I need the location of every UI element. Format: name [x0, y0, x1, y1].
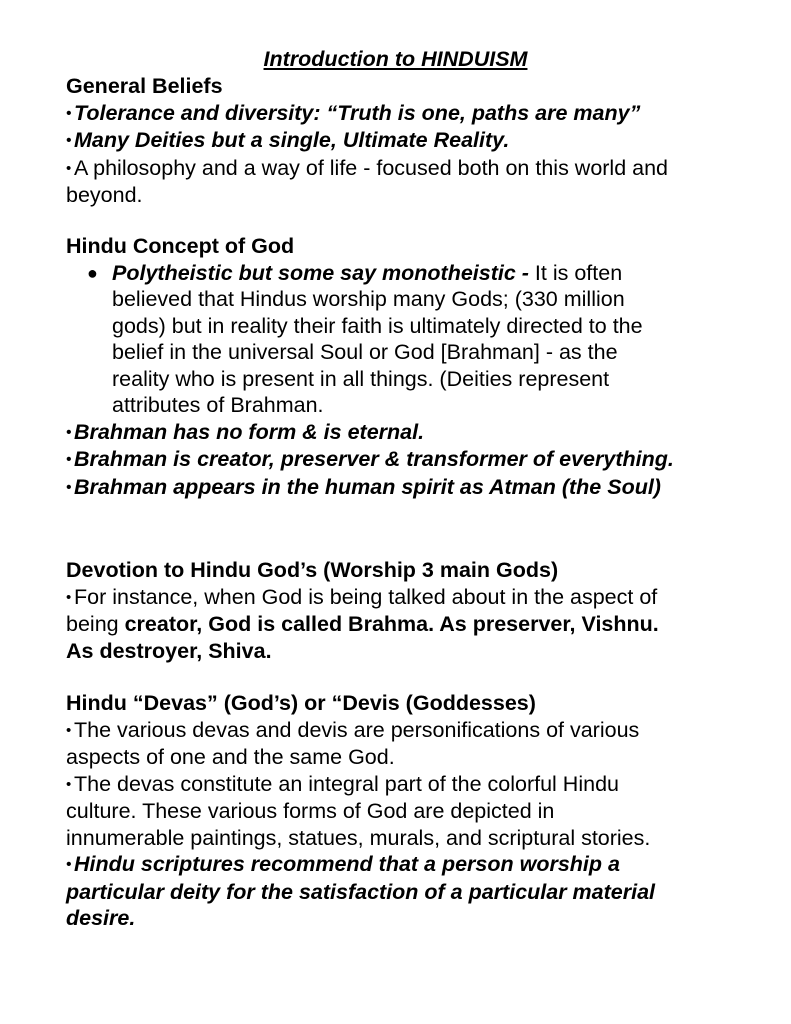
devas-bullet-1-cont: aspects of one and the same God.	[66, 745, 395, 769]
bullet-dot: •	[66, 478, 72, 496]
devas-section	[66, 690, 766, 932]
devas-heading: Hindu “Devas” (God’s) or “Devis (Goddesses)	[66, 691, 536, 715]
page-title: Introduction to HINDUISM	[263, 47, 528, 71]
bullet-dot: •	[66, 104, 72, 122]
brahman-bullet-3: • Brahman appears in the human spirit as Atman (the Soul)	[66, 474, 766, 502]
bullet-dot: •	[66, 423, 72, 441]
bullet-dot: •	[66, 132, 72, 149]
brahman-bullet-1: • Brahman has no form & is eternal.	[66, 419, 766, 447]
devas-bullet-2-cont: culture. These various forms of God are depicted in	[66, 799, 555, 823]
bullet-dot: •	[66, 721, 72, 739]
general-beliefs-bullet-3: • A philosophy and a way of life - focused both on this world and	[66, 155, 766, 183]
bullet-dot: •	[66, 159, 72, 177]
devotion-bullet: • For instance, when God is being talked about in the aspect of	[66, 584, 766, 612]
devotion-bullet-cont: being creator, God is called Brahma. As preserver, Vishnu.	[66, 612, 659, 636]
devotion-heading: Devotion to Hindu God’s (Worship 3 main Gods)	[66, 558, 559, 582]
concept-of-god-heading: Hindu Concept of God	[66, 234, 295, 258]
devotion-section	[66, 557, 766, 664]
disc-bullet-icon: ●	[87, 262, 98, 283]
bullet-dot: •	[66, 588, 72, 606]
general-beliefs-heading: General Beliefs	[66, 74, 223, 98]
general-beliefs-bullet-2: • Many Deities but a single, Ultimate Reality.	[66, 127, 766, 155]
polytheistic-term: Polytheistic but some say monotheistic -	[112, 260, 529, 285]
bullet-dot: •	[66, 856, 72, 873]
general-beliefs-bullet-3-cont: beyond.	[66, 183, 143, 207]
devas-bullet-3: • Hindu scriptures recommend that a person worship a	[66, 851, 766, 879]
devas-bullet-2-end: innumerable paintings, statues, murals, and scriptural stories.	[66, 825, 651, 850]
devas-bullet-2: • The devas constitute an integral part of the colorful Hindu	[66, 771, 766, 799]
devotion-bullet-end: As destroyer, Shiva.	[66, 638, 272, 663]
bullet-dot: •	[66, 775, 72, 793]
devas-bullet-1: • The various devas and devis are personifications of various	[66, 717, 766, 745]
general-beliefs-section	[66, 73, 766, 209]
bullet-dot: •	[66, 451, 72, 468]
concept-of-god-section	[66, 233, 766, 501]
brahman-bullet-2: • Brahman is creator, preserver & transformer of everything.	[66, 446, 766, 474]
devas-bullet-3-end: desire.	[66, 906, 136, 930]
polytheistic-list-item: ● Polytheistic but some say monotheistic - It is often believed that Hindus worship many Gods; (330 million gods) but in reality their faith is ultimately directed to the belief in the universal Soul or God [Brahman] - as the reality who is present in all things. (Deities represent attributes of Brahman.	[87, 260, 643, 417]
general-beliefs-bullet-1: • Tolerance and diversity: “Truth is one, paths are many”	[66, 100, 766, 128]
devas-bullet-3-cont: particular deity for the satisfaction of a particular material	[66, 879, 656, 904]
